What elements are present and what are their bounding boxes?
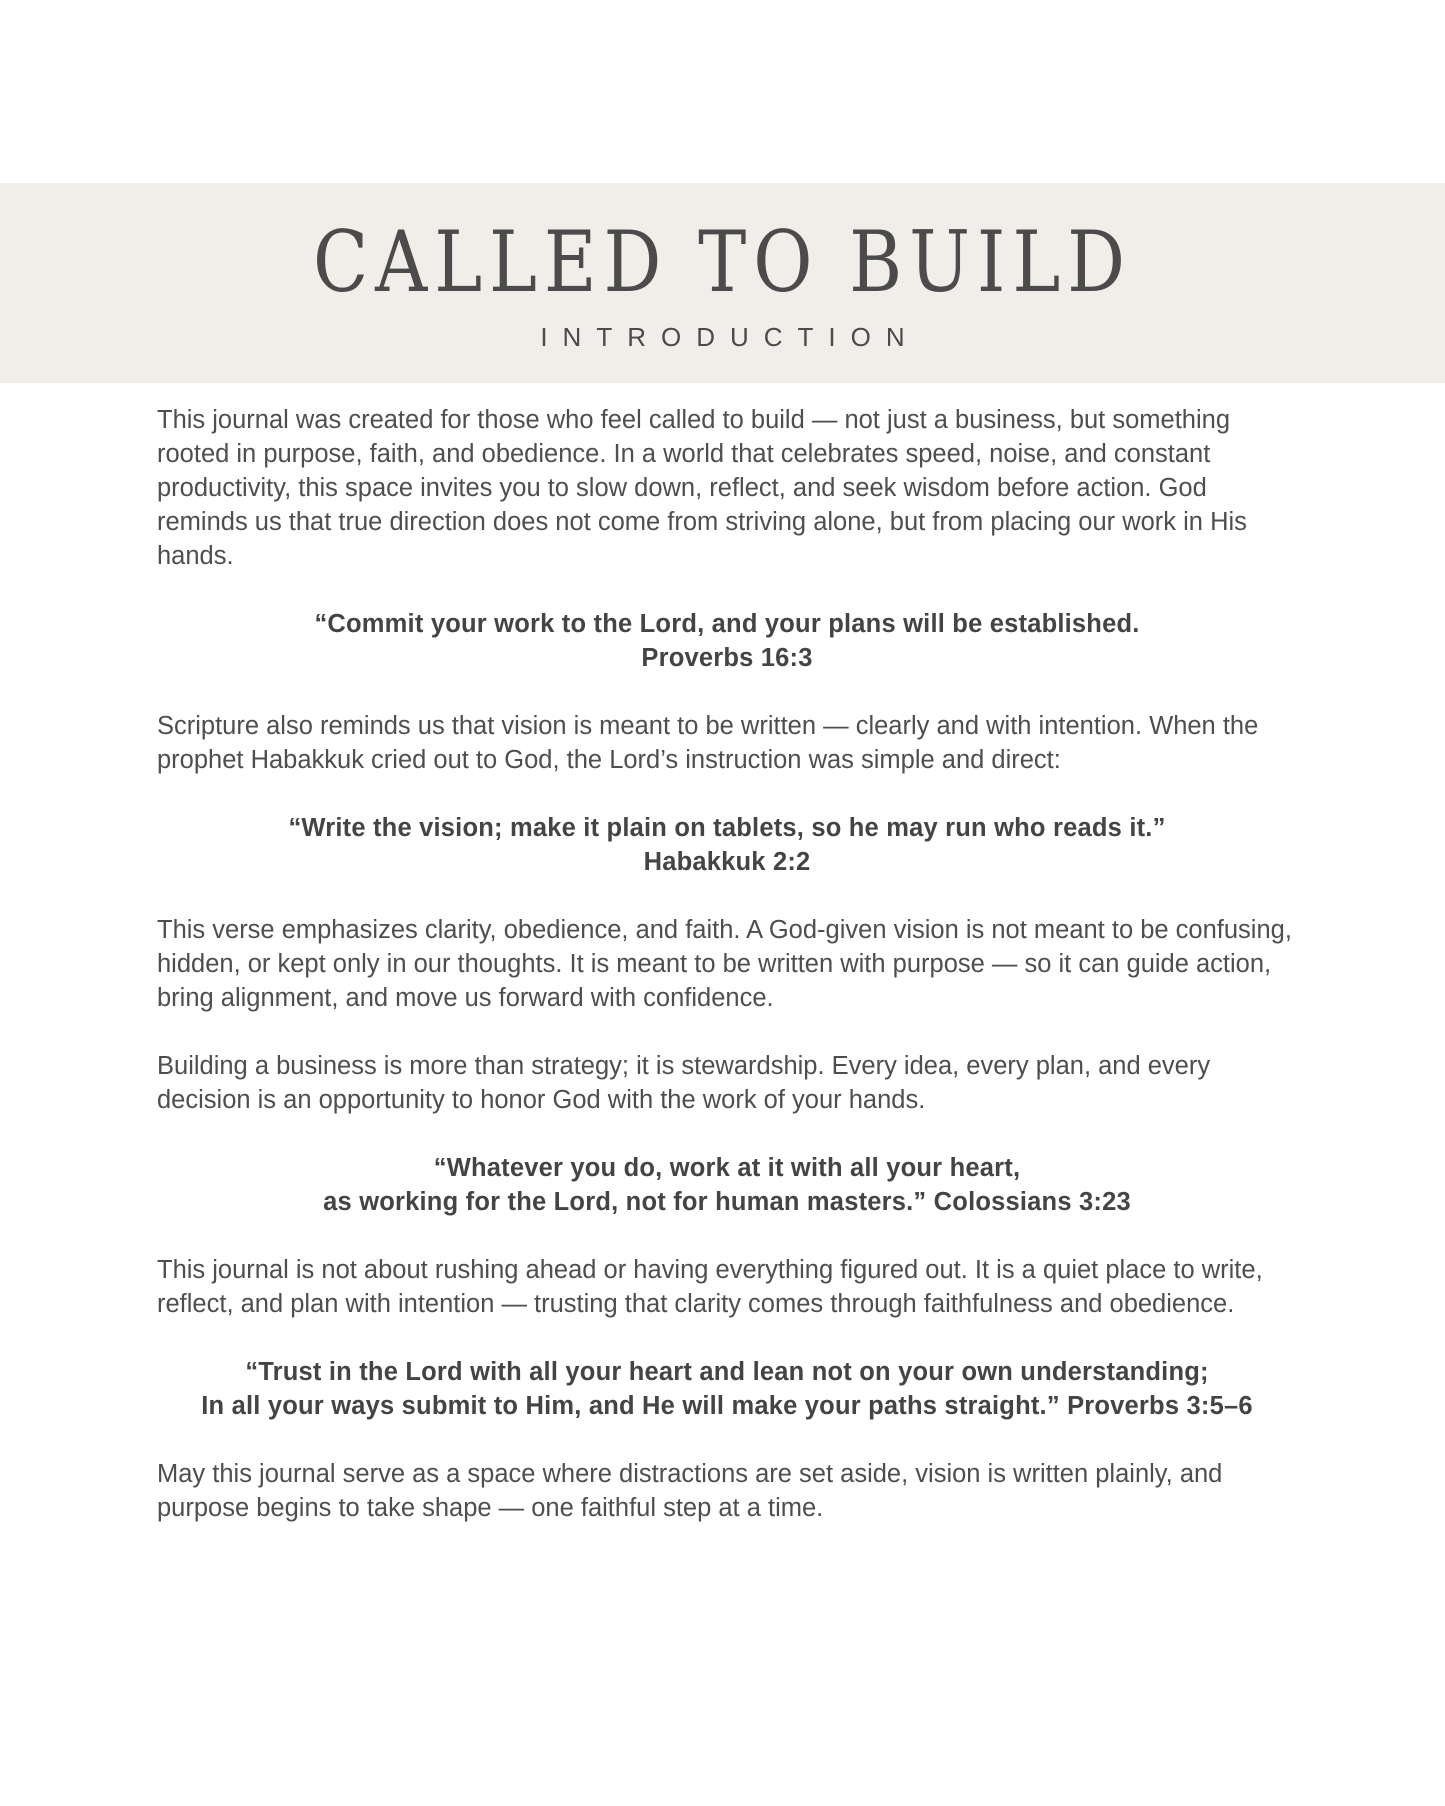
page-title: CALLED TO BUILD [313,213,1132,311]
quote-line: “Whatever you do, work at it with all your heart, [433,1154,1021,1182]
scripture-quote-proverbs-3-5-6 [157,1355,1297,1423]
quote-line: “Trust in the Lord with all your heart and lean not on your own understanding; [245,1358,1209,1386]
intro-content [157,403,1297,1559]
quote-line: as working for the Lord, not for human masters.” Colossians 3:23 [323,1188,1131,1216]
quote-reference: Habakkuk 2:2 [643,848,811,876]
intro-paragraph-2: Scripture also reminds us that vision is meant to be written — clearly and with intention. When the prophet Habakkuk cried out to God, the Lord’s instruction was simple and direct: [157,712,1259,774]
quote-line: “Write the vision; make it plain on tablets, so he may run who reads it.” [288,814,1166,842]
page-subtitle: INTRODUCTION [540,322,920,352]
intro-paragraph-5: This journal is not about rushing ahead or having everything figured out. It is a quiet place to write, reflect, and plan with intention — trusting that clarity comes through faithfulness and obedience. [157,1256,1263,1318]
scripture-quote-habakkuk-2-2 [157,811,1297,879]
intro-paragraph-3: This verse emphasizes clarity, obedience, and faith. A God-given vision is not meant to be confusing, hidden, or kept only in our thoughts. It is meant to be written with purpose — so it can guide action, bring alignment, and move us forward with confidence. [157,916,1292,1012]
quote-line: In all your ways submit to Him, and He will make your paths straight.” Proverbs 3:5–6 [201,1392,1253,1420]
intro-paragraph-1: This journal was created for those who feel called to build — not just a business, but something rooted in purpose, faith, and obedience. In a world that celebrates speed, noise, and constant productivity, this space invites you to slow down, reflect, and seek wisdom before action. God reminds us that true direction does not come from striving alone, but from placing our work in His hands. [157,406,1247,570]
intro-paragraph-4: Building a business is more than strategy; it is stewardship. Every idea, every plan, and every decision is an opportunity to honor God with the work of your hands. [157,1052,1211,1114]
quote-line: “Commit your work to the Lord, and your plans will be established. [314,610,1140,638]
scripture-quote-proverbs-16-3 [157,607,1297,675]
intro-paragraph-6: May this journal serve as a space where distractions are set aside, vision is written plainly, and purpose begins to take shape — one faithful step at a time. [157,1460,1223,1522]
quote-reference: Proverbs 16:3 [641,644,813,672]
scripture-quote-colossians-3-23 [157,1151,1297,1219]
